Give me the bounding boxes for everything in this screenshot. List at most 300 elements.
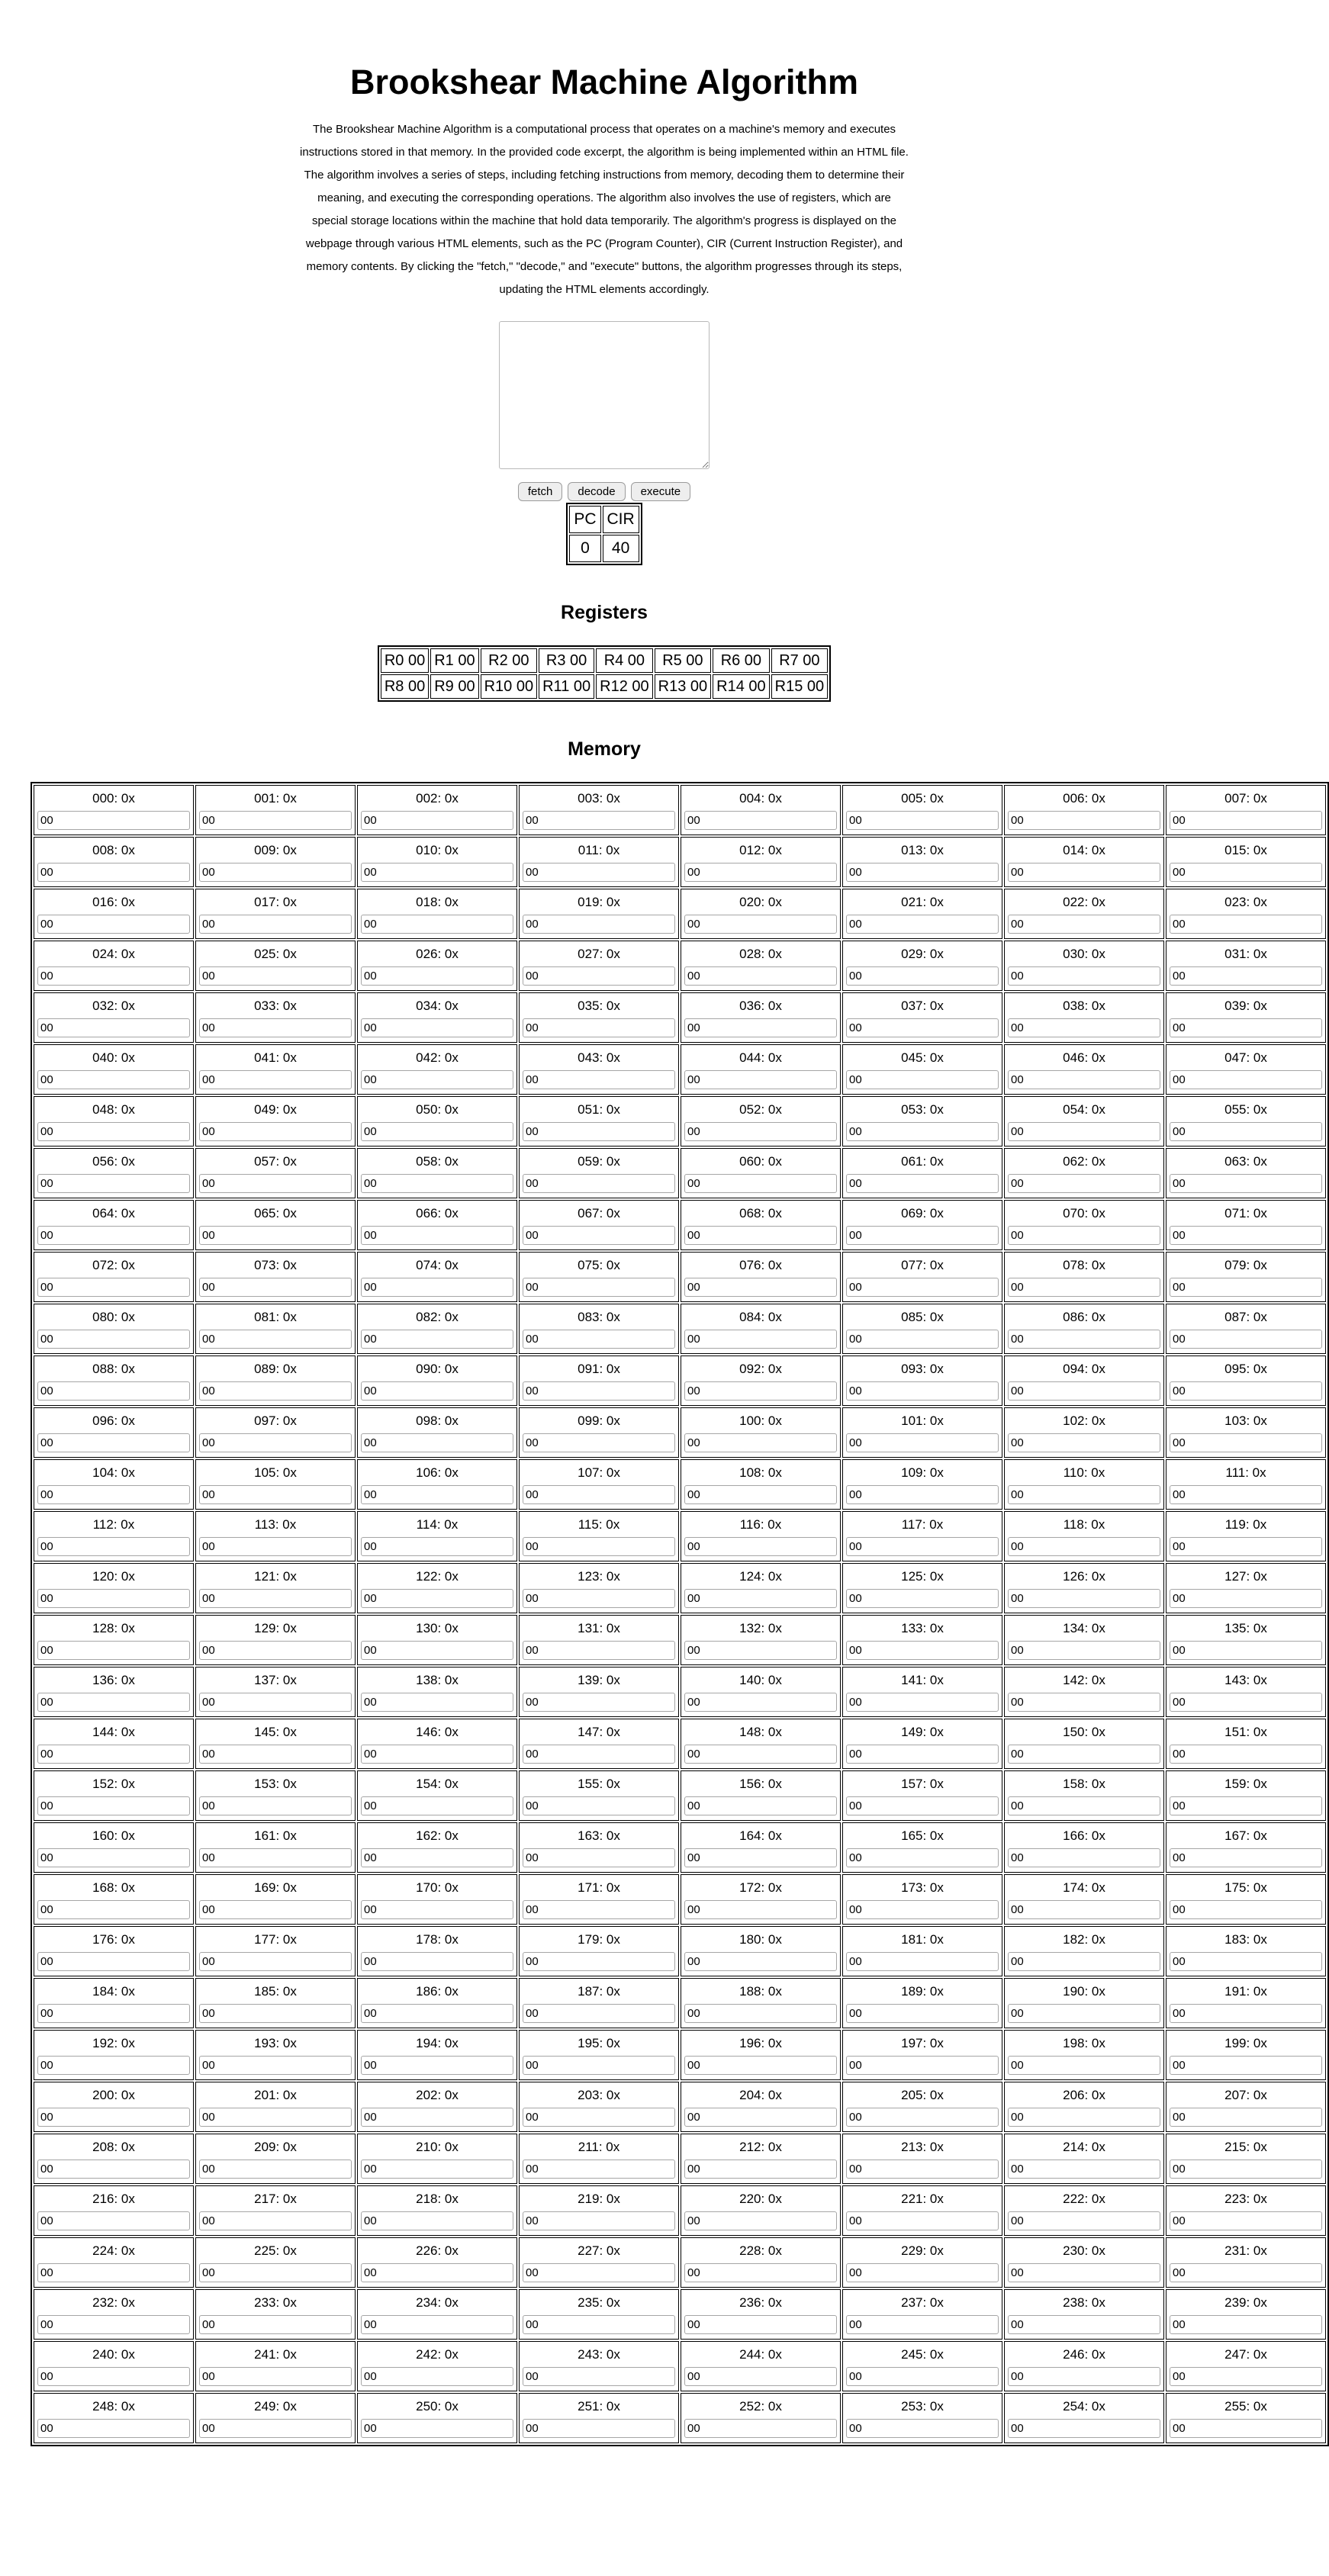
memory-input-004[interactable] [684,811,837,830]
memory-address-label: 190: 0x [1063,1984,1105,1999]
registers-table [378,645,831,702]
memory-input-154[interactable] [361,1796,513,1815]
memory-input-072[interactable] [37,1278,190,1297]
memory-input-177[interactable] [199,1952,352,1971]
memory-input-189[interactable] [846,2004,999,2023]
memory-input-252[interactable] [684,2419,837,2438]
memory-input-139[interactable] [523,1693,675,1712]
memory-input-234[interactable] [361,2315,513,2334]
memory-input-142[interactable] [1008,1693,1160,1712]
memory-input-115[interactable] [523,1537,675,1556]
memory-input-239[interactable] [1170,2315,1322,2334]
memory-input-033[interactable] [199,1018,352,1037]
memory-cell-040 [34,1044,194,1095]
memory-input-040[interactable] [37,1070,190,1089]
memory-input-236[interactable] [684,2315,837,2334]
memory-input-062[interactable] [1008,1174,1160,1193]
memory-input-097[interactable] [199,1433,352,1452]
memory-input-146[interactable] [361,1745,513,1764]
memory-input-238[interactable] [1008,2315,1160,2334]
memory-input-126[interactable] [1008,1589,1160,1608]
memory-input-145[interactable] [199,1745,352,1764]
memory-address-label: 062: 0x [1063,1154,1105,1169]
memory-input-113[interactable] [199,1537,352,1556]
memory-input-098[interactable] [361,1433,513,1452]
memory-input-121[interactable] [199,1589,352,1608]
memory-input-210[interactable] [361,2160,513,2179]
memory-input-134[interactable] [1008,1641,1160,1660]
memory-input-066[interactable] [361,1226,513,1245]
memory-address-label: 237: 0x [901,2295,944,2310]
memory-input-186[interactable] [361,2004,513,2023]
memory-input-137[interactable] [199,1693,352,1712]
memory-input-120[interactable] [37,1589,190,1608]
memory-input-116[interactable] [684,1537,837,1556]
memory-input-074[interactable] [361,1278,513,1297]
memory-input-228[interactable] [684,2263,837,2282]
memory-input-179[interactable] [523,1952,675,1971]
memory-input-037[interactable] [846,1018,999,1037]
memory-input-052[interactable] [684,1122,837,1141]
memory-input-162[interactable] [361,1848,513,1867]
memory-input-180[interactable] [684,1952,837,1971]
memory-input-153[interactable] [199,1796,352,1815]
memory-input-108[interactable] [684,1485,837,1504]
memory-input-021[interactable] [846,915,999,934]
memory-input-232[interactable] [37,2315,190,2334]
memory-cell-100 [681,1407,841,1458]
memory-input-243[interactable] [523,2367,675,2386]
memory-input-107[interactable] [523,1485,675,1504]
memory-input-223[interactable] [1170,2211,1322,2230]
memory-input-028[interactable] [684,966,837,986]
memory-cell-005 [842,785,1002,835]
memory-input-010[interactable] [361,863,513,882]
memory-input-060[interactable] [684,1174,837,1193]
memory-address-label: 239: 0x [1224,2295,1267,2310]
memory-input-082[interactable] [361,1330,513,1349]
memory-address-label: 066: 0x [416,1206,459,1220]
memory-input-147[interactable] [523,1745,675,1764]
memory-input-075[interactable] [523,1278,675,1297]
memory-input-085[interactable] [846,1330,999,1349]
memory-input-011[interactable] [523,863,675,882]
memory-input-027[interactable] [523,966,675,986]
program-textarea[interactable] [499,321,710,469]
memory-input-053[interactable] [846,1122,999,1141]
memory-input-031[interactable] [1170,966,1322,986]
memory-input-250[interactable] [361,2419,513,2438]
memory-input-105[interactable] [199,1485,352,1504]
memory-input-214[interactable] [1008,2160,1160,2179]
memory-input-109[interactable] [846,1485,999,1504]
memory-input-219[interactable] [523,2211,675,2230]
memory-input-090[interactable] [361,1381,513,1401]
memory-input-143[interactable] [1170,1693,1322,1712]
memory-input-065[interactable] [199,1226,352,1245]
decode-button[interactable]: decode [568,482,625,501]
memory-input-009[interactable] [199,863,352,882]
memory-input-206[interactable] [1008,2108,1160,2127]
memory-input-218[interactable] [361,2211,513,2230]
memory-input-171[interactable] [523,1900,675,1919]
memory-input-156[interactable] [684,1796,837,1815]
memory-input-095[interactable] [1170,1381,1322,1401]
memory-input-237[interactable] [846,2315,999,2334]
memory-input-111[interactable] [1170,1485,1322,1504]
memory-input-196[interactable] [684,2056,837,2075]
memory-input-226[interactable] [361,2263,513,2282]
memory-input-034[interactable] [361,1018,513,1037]
memory-input-119[interactable] [1170,1537,1322,1556]
memory-input-176[interactable] [37,1952,190,1971]
execute-button[interactable]: execute [631,482,691,501]
memory-input-054[interactable] [1008,1122,1160,1141]
memory-input-222[interactable] [1008,2211,1160,2230]
memory-input-048[interactable] [37,1122,190,1141]
memory-row [34,837,1326,887]
memory-address-label: 047: 0x [1224,1050,1267,1065]
memory-input-193[interactable] [199,2056,352,2075]
memory-input-181[interactable] [846,1952,999,1971]
memory-input-184[interactable] [37,2004,190,2023]
memory-input-209[interactable] [199,2160,352,2179]
memory-input-132[interactable] [684,1641,837,1660]
memory-input-216[interactable] [37,2211,190,2230]
memory-input-174[interactable] [1008,1900,1160,1919]
memory-input-149[interactable] [846,1745,999,1764]
memory-input-087[interactable] [1170,1330,1322,1349]
memory-input-225[interactable] [199,2263,352,2282]
fetch-button[interactable]: fetch [518,482,563,501]
memory-input-101[interactable] [846,1433,999,1452]
memory-input-057[interactable] [199,1174,352,1193]
memory-cell-167 [1166,1822,1326,1873]
memory-input-006[interactable] [1008,811,1160,830]
memory-input-251[interactable] [523,2419,675,2438]
memory-input-148[interactable] [684,1745,837,1764]
memory-input-211[interactable] [523,2160,675,2179]
memory-input-197[interactable] [846,2056,999,2075]
memory-input-254[interactable] [1008,2419,1160,2438]
memory-address-label: 099: 0x [578,1413,620,1428]
memory-input-079[interactable] [1170,1278,1322,1297]
memory-input-194[interactable] [361,2056,513,2075]
memory-input-187[interactable] [523,2004,675,2023]
memory-input-001[interactable] [199,811,352,830]
memory-input-205[interactable] [846,2108,999,2127]
memory-input-102[interactable] [1008,1433,1160,1452]
memory-input-015[interactable] [1170,863,1322,882]
memory-input-183[interactable] [1170,1952,1322,1971]
memory-input-022[interactable] [1008,915,1160,934]
memory-input-026[interactable] [361,966,513,986]
memory-input-195[interactable] [523,2056,675,2075]
memory-input-100[interactable] [684,1433,837,1452]
memory-input-032[interactable] [37,1018,190,1037]
memory-address-label: 083: 0x [578,1310,620,1324]
memory-input-178[interactable] [361,1952,513,1971]
memory-input-173[interactable] [846,1900,999,1919]
memory-input-093[interactable] [846,1381,999,1401]
memory-input-182[interactable] [1008,1952,1160,1971]
memory-input-084[interactable] [684,1330,837,1349]
memory-address-label: 058: 0x [416,1154,459,1169]
memory-input-020[interactable] [684,915,837,934]
memory-input-059[interactable] [523,1174,675,1193]
memory-input-201[interactable] [199,2108,352,2127]
memory-input-013[interactable] [846,863,999,882]
memory-input-249[interactable] [199,2419,352,2438]
memory-input-130[interactable] [361,1641,513,1660]
memory-input-136[interactable] [37,1693,190,1712]
memory-input-247[interactable] [1170,2367,1322,2386]
memory-input-141[interactable] [846,1693,999,1712]
memory-input-200[interactable] [37,2108,190,2127]
memory-input-152[interactable] [37,1796,190,1815]
memory-address-label: 248: 0x [92,2399,135,2414]
memory-input-025[interactable] [199,966,352,986]
memory-input-129[interactable] [199,1641,352,1660]
memory-input-117[interactable] [846,1537,999,1556]
memory-input-188[interactable] [684,2004,837,2023]
memory-input-071[interactable] [1170,1226,1322,1245]
memory-input-036[interactable] [684,1018,837,1037]
memory-input-081[interactable] [199,1330,352,1349]
memory-input-199[interactable] [1170,2056,1322,2075]
memory-input-094[interactable] [1008,1381,1160,1401]
memory-input-056[interactable] [37,1174,190,1193]
memory-input-110[interactable] [1008,1485,1160,1504]
memory-input-077[interactable] [846,1278,999,1297]
memory-input-023[interactable] [1170,915,1322,934]
memory-address-label: 135: 0x [1224,1621,1267,1635]
memory-input-203[interactable] [523,2108,675,2127]
program-input-wrap [6,314,1202,473]
memory-input-088[interactable] [37,1381,190,1401]
memory-input-245[interactable] [846,2367,999,2386]
memory-input-096[interactable] [37,1433,190,1452]
memory-input-051[interactable] [523,1122,675,1141]
memory-input-014[interactable] [1008,863,1160,882]
memory-input-140[interactable] [684,1693,837,1712]
memory-input-161[interactable] [199,1848,352,1867]
memory-input-185[interactable] [199,2004,352,2023]
memory-input-039[interactable] [1170,1018,1322,1037]
memory-input-175[interactable] [1170,1900,1322,1919]
memory-input-151[interactable] [1170,1745,1322,1764]
memory-input-043[interactable] [523,1070,675,1089]
memory-address-label: 091: 0x [578,1362,620,1376]
memory-input-003[interactable] [523,811,675,830]
memory-address-label: 125: 0x [901,1569,944,1584]
memory-input-229[interactable] [846,2263,999,2282]
memory-input-067[interactable] [523,1226,675,1245]
memory-input-204[interactable] [684,2108,837,2127]
memory-input-127[interactable] [1170,1589,1322,1608]
memory-cell-099 [519,1407,679,1458]
memory-input-241[interactable] [199,2367,352,2386]
memory-input-202[interactable] [361,2108,513,2127]
memory-input-246[interactable] [1008,2367,1160,2386]
memory-input-019[interactable] [523,915,675,934]
memory-input-038[interactable] [1008,1018,1160,1037]
memory-input-150[interactable] [1008,1745,1160,1764]
memory-input-192[interactable] [37,2056,190,2075]
memory-input-106[interactable] [361,1485,513,1504]
memory-input-012[interactable] [684,863,837,882]
memory-input-163[interactable] [523,1848,675,1867]
memory-input-160[interactable] [37,1848,190,1867]
memory-address-label: 133: 0x [901,1621,944,1635]
memory-input-050[interactable] [361,1122,513,1141]
memory-input-076[interactable] [684,1278,837,1297]
memory-input-227[interactable] [523,2263,675,2282]
memory-address-label: 053: 0x [901,1102,944,1117]
memory-input-221[interactable] [846,2211,999,2230]
memory-input-215[interactable] [1170,2160,1322,2179]
memory-input-255[interactable] [1170,2419,1322,2438]
memory-address-label: 228: 0x [739,2243,782,2258]
memory-input-005[interactable] [846,811,999,830]
memory-input-212[interactable] [684,2160,837,2179]
memory-input-029[interactable] [846,966,999,986]
memory-input-167[interactable] [1170,1848,1322,1867]
memory-input-070[interactable] [1008,1226,1160,1245]
memory-input-089[interactable] [199,1381,352,1401]
memory-input-055[interactable] [1170,1122,1322,1141]
memory-input-114[interactable] [361,1537,513,1556]
memory-input-133[interactable] [846,1641,999,1660]
memory-input-242[interactable] [361,2367,513,2386]
memory-input-235[interactable] [523,2315,675,2334]
memory-input-064[interactable] [37,1226,190,1245]
memory-input-083[interactable] [523,1330,675,1349]
memory-input-253[interactable] [846,2419,999,2438]
memory-row [34,1978,1326,2028]
memory-input-103[interactable] [1170,1433,1322,1452]
memory-input-159[interactable] [1170,1796,1322,1815]
memory-input-035[interactable] [523,1018,675,1037]
memory-input-220[interactable] [684,2211,837,2230]
memory-input-099[interactable] [523,1433,675,1452]
memory-input-104[interactable] [37,1485,190,1504]
memory-input-231[interactable] [1170,2263,1322,2282]
memory-input-135[interactable] [1170,1641,1322,1660]
memory-input-165[interactable] [846,1848,999,1867]
memory-input-068[interactable] [684,1226,837,1245]
memory-input-073[interactable] [199,1278,352,1297]
memory-input-112[interactable] [37,1537,190,1556]
memory-input-155[interactable] [523,1796,675,1815]
memory-cell-093 [842,1356,1002,1406]
memory-input-016[interactable] [37,915,190,934]
memory-input-002[interactable] [361,811,513,830]
memory-input-125[interactable] [846,1589,999,1608]
memory-input-168[interactable] [37,1900,190,1919]
memory-input-041[interactable] [199,1070,352,1089]
memory-heading: Memory [568,738,641,760]
memory-input-172[interactable] [684,1900,837,1919]
memory-input-049[interactable] [199,1122,352,1141]
memory-input-008[interactable] [37,863,190,882]
memory-address-label: 213: 0x [901,2140,944,2154]
memory-cell-029 [842,941,1002,991]
memory-cell-015 [1166,837,1326,887]
memory-input-122[interactable] [361,1589,513,1608]
memory-address-label: 183: 0x [1224,1932,1267,1947]
memory-input-124[interactable] [684,1589,837,1608]
memory-input-164[interactable] [684,1848,837,1867]
memory-input-244[interactable] [684,2367,837,2386]
memory-input-078[interactable] [1008,1278,1160,1297]
memory-input-018[interactable] [361,915,513,934]
memory-address-label: 016: 0x [92,895,135,909]
memory-input-063[interactable] [1170,1174,1322,1193]
memory-input-007[interactable] [1170,811,1322,830]
memory-cell-034 [357,992,517,1043]
memory-input-030[interactable] [1008,966,1160,986]
memory-input-092[interactable] [684,1381,837,1401]
memory-input-061[interactable] [846,1174,999,1193]
memory-input-233[interactable] [199,2315,352,2334]
memory-input-058[interactable] [361,1174,513,1193]
memory-input-157[interactable] [846,1796,999,1815]
memory-input-118[interactable] [1008,1537,1160,1556]
memory-input-123[interactable] [523,1589,675,1608]
memory-cell-189 [842,1978,1002,2028]
memory-row [34,1874,1326,1925]
memory-input-144[interactable] [37,1745,190,1764]
memory-input-248[interactable] [37,2419,190,2438]
memory-input-128[interactable] [37,1641,190,1660]
memory-cell-041 [195,1044,356,1095]
memory-input-208[interactable] [37,2160,190,2179]
memory-input-207[interactable] [1170,2108,1322,2127]
memory-input-213[interactable] [846,2160,999,2179]
memory-input-080[interactable] [37,1330,190,1349]
memory-input-169[interactable] [199,1900,352,1919]
memory-input-047[interactable] [1170,1070,1322,1089]
memory-input-024[interactable] [37,966,190,986]
memory-address-label: 041: 0x [254,1050,297,1065]
memory-row [34,1096,1326,1146]
memory-input-046[interactable] [1008,1070,1160,1089]
memory-input-230[interactable] [1008,2263,1160,2282]
memory-input-044[interactable] [684,1070,837,1089]
memory-input-086[interactable] [1008,1330,1160,1349]
memory-input-069[interactable] [846,1226,999,1245]
memory-input-131[interactable] [523,1641,675,1660]
memory-input-191[interactable] [1170,2004,1322,2023]
memory-input-240[interactable] [37,2367,190,2386]
memory-input-190[interactable] [1008,2004,1160,2023]
memory-input-224[interactable] [37,2263,190,2282]
memory-input-198[interactable] [1008,2056,1160,2075]
memory-input-138[interactable] [361,1693,513,1712]
memory-input-017[interactable] [199,915,352,934]
memory-input-000[interactable] [37,811,190,830]
memory-input-170[interactable] [361,1900,513,1919]
memory-input-166[interactable] [1008,1848,1160,1867]
memory-input-091[interactable] [523,1381,675,1401]
memory-input-045[interactable] [846,1070,999,1089]
page-title: Brookshear Machine Algorithm [350,63,858,101]
memory-address-label: 012: 0x [739,843,782,857]
memory-input-217[interactable] [199,2211,352,2230]
memory-input-042[interactable] [361,1070,513,1089]
memory-input-158[interactable] [1008,1796,1160,1815]
